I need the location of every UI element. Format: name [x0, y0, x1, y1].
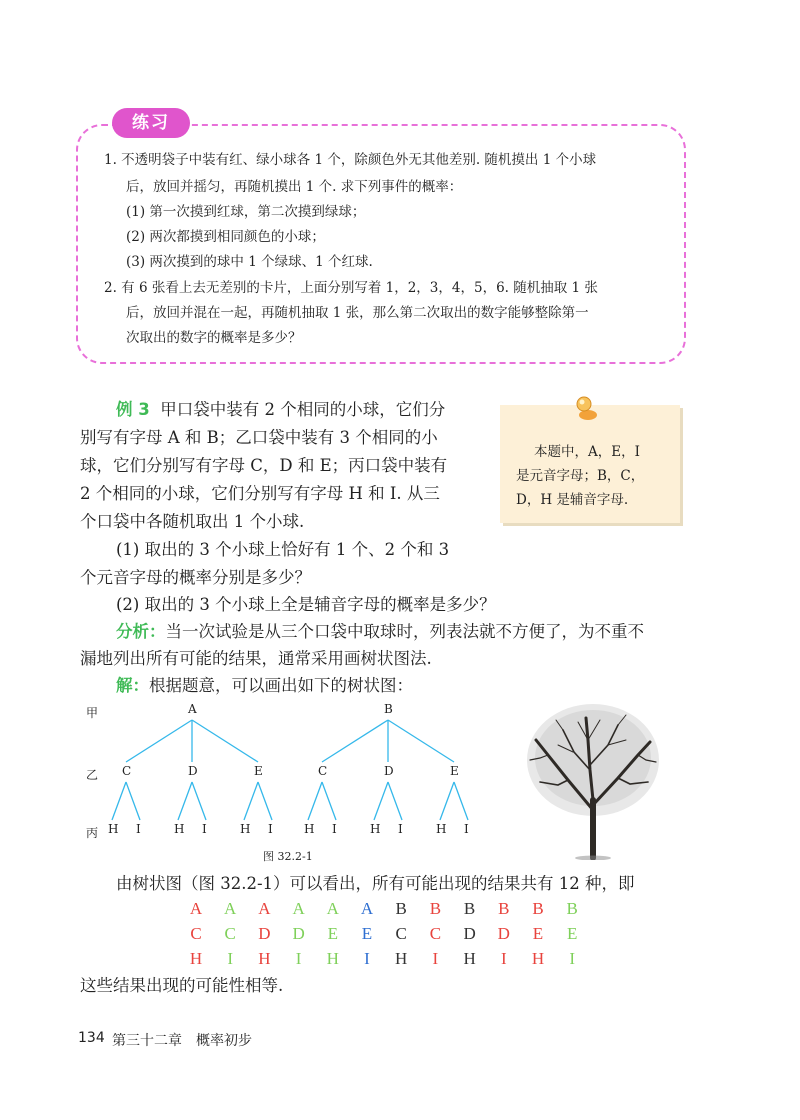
tree-node-level2: E	[450, 764, 459, 778]
practice-line-5: (3) 两次摸到的球中 1 个绿球、1 个红球.	[126, 254, 373, 270]
chapter-title: 第三十二章 概率初步	[112, 1033, 252, 1049]
practice-line-6: 2. 有 6 张看上去无差别的卡片，上面分别写着 1，2，3，4，5，6. 随机抽取 1 张	[104, 280, 598, 296]
result-letter: D	[497, 924, 510, 943]
result-letter: I	[227, 949, 234, 968]
tree-node-level3: I	[332, 822, 337, 836]
tree-branch	[192, 782, 206, 820]
tree-branch	[178, 782, 192, 820]
tree-branch	[308, 782, 322, 820]
result-letter: B	[395, 899, 407, 918]
tree-node-level3: H	[240, 822, 251, 836]
tree-node-level3: I	[136, 822, 141, 836]
result-letter: H	[189, 949, 203, 968]
practice-tag: 练习	[112, 108, 190, 138]
analysis-line-2: 漏地列出所有可能的结果，通常采用画树状图法.	[80, 649, 432, 668]
result-letter: D	[463, 924, 476, 943]
result-letter: A	[326, 899, 339, 918]
note-line-3: D，H 是辅音字母.	[516, 492, 629, 508]
tree-node-level3: H	[304, 822, 315, 836]
result-letter: I	[432, 949, 439, 968]
tree-node-level2: C	[318, 764, 328, 778]
practice-line-7: 后，放回并混在一起，再随机抽取 1 张，那么第二次取出的数字能够整除第一	[126, 305, 589, 321]
result-letter: H	[258, 949, 271, 968]
tree-branch	[374, 782, 388, 820]
tree-node-level3: H	[370, 822, 381, 836]
result-letter: B	[566, 899, 578, 918]
tree-node-level2: E	[254, 764, 263, 778]
tree-branch	[258, 782, 272, 820]
example-line-3: 球，它们分别写有字母 C，D 和 E；丙口袋中装有	[80, 456, 448, 475]
tree-node-level2: D	[188, 764, 198, 778]
tree-branch	[388, 720, 454, 762]
tree-illustration	[518, 700, 668, 860]
tree-node-level3: I	[398, 822, 403, 836]
row-label-yi: 乙	[86, 768, 99, 782]
example-line-5: 个口袋中各随机取出 1 个小球.	[80, 512, 305, 531]
result-letter: E	[566, 924, 578, 943]
tree-node-level1: B	[384, 702, 393, 716]
tree-branch	[112, 782, 126, 820]
tree-branch	[244, 782, 258, 820]
tree-node-level3: I	[268, 822, 273, 836]
result-letter: I	[569, 949, 576, 968]
tree-node-level3: H	[174, 822, 185, 836]
result-letter: D	[292, 924, 305, 943]
tree-node-level3: H	[108, 822, 119, 836]
tree-branch	[454, 782, 468, 820]
tree-branch	[126, 720, 192, 762]
result-letter: A	[360, 899, 374, 918]
result-letter: B	[429, 899, 442, 918]
tree-branch	[388, 782, 402, 820]
result-letter: H	[463, 949, 476, 968]
result-letter: E	[361, 924, 373, 943]
analysis-text-1: 当一次试验是从三个口袋中取球时，列表法就不方便了，为不重不	[165, 622, 644, 641]
result-letter: H	[395, 949, 408, 968]
conclusion-line: 由树状图（图 32.2-1）可以看出，所有可能出现的结果共有 12 种，即	[116, 874, 635, 893]
result-letter: D	[258, 924, 271, 943]
result-letter: B	[498, 899, 510, 918]
result-letter: B	[463, 899, 476, 918]
result-letter: A	[292, 899, 305, 918]
result-letter: H	[531, 949, 545, 968]
example-line-4: 2 个相同的小球，它们分别写有字母 H 和 I. 从三	[80, 484, 440, 503]
example-label: 例 3	[116, 400, 150, 419]
tree-node-level3: H	[436, 822, 447, 836]
figure-caption: 图 32.2-1	[263, 850, 313, 863]
example-line-8: (2) 取出的 3 个小球上全是辅音字母的概率是多少？	[116, 595, 496, 614]
result-letter: I	[364, 949, 370, 968]
practice-line-2: 后，放回并摇匀，再随机摸出 1 个. 求下列事件的概率：	[126, 179, 463, 195]
analysis-label: 分析：	[116, 622, 166, 641]
result-letter: A	[258, 899, 271, 918]
tree-node-level2: C	[122, 764, 132, 778]
example-line-2: 别写有字母 A 和 B；乙口袋中装有 3 个相同的小	[80, 428, 438, 447]
tree-node-level3: I	[464, 822, 469, 836]
result-letter: I	[295, 949, 302, 968]
solution-label: 解：	[116, 676, 149, 695]
conclusion-after: 这些结果出现的可能性相等.	[80, 976, 284, 995]
solution-text: 根据题意，可以画出如下的树状图：	[149, 676, 413, 695]
page-number: 134	[78, 1030, 105, 1046]
result-letter: E	[532, 924, 544, 943]
practice-line-1: 1. 不透明袋子中装有红、绿小球各 1 个，除颜色外无其他差别. 随机摸出 1 个小球	[104, 152, 597, 168]
result-letter: I	[500, 949, 507, 968]
tree-branch	[322, 720, 388, 762]
tree-node-level3: I	[202, 822, 207, 836]
tree-branch	[322, 782, 336, 820]
example-text-1: 甲口袋中装有 2 个相同的小球，它们分	[160, 400, 446, 419]
tree-node-level1: A	[188, 702, 197, 716]
result-letter: C	[190, 924, 202, 943]
result-letter: A	[224, 899, 237, 918]
row-label-jia: 甲	[86, 706, 99, 720]
practice-line-8: 次取出的数字的概率是多少？	[126, 330, 302, 346]
result-letter: H	[326, 949, 339, 968]
result-letter: A	[189, 899, 203, 918]
tree-branch	[440, 782, 454, 820]
example-line-7: 个元音字母的概率分别是多少？	[80, 568, 311, 587]
practice-line-3: (1) 第一次摸到红球，第二次摸到绿球；	[126, 204, 366, 220]
row-label-bing: 丙	[86, 826, 99, 840]
tree-node-level2: D	[384, 764, 394, 778]
result-letter: C	[429, 924, 442, 943]
tree-branch	[126, 782, 140, 820]
result-letter: C	[224, 924, 236, 943]
note-line-1: 本题中，A，E，I	[534, 444, 640, 460]
practice-line-4: (2) 两次都摸到相同颜色的小球；	[126, 229, 325, 245]
example-line-6: (1) 取出的 3 个小球上恰好有 1 个、2 个和 3	[116, 540, 450, 559]
result-letter: B	[532, 899, 544, 918]
result-letter: E	[327, 924, 338, 943]
result-letter: C	[395, 924, 407, 943]
tree-branch	[192, 720, 258, 762]
note-line-2: 是元音字母；B，C，	[516, 468, 645, 484]
